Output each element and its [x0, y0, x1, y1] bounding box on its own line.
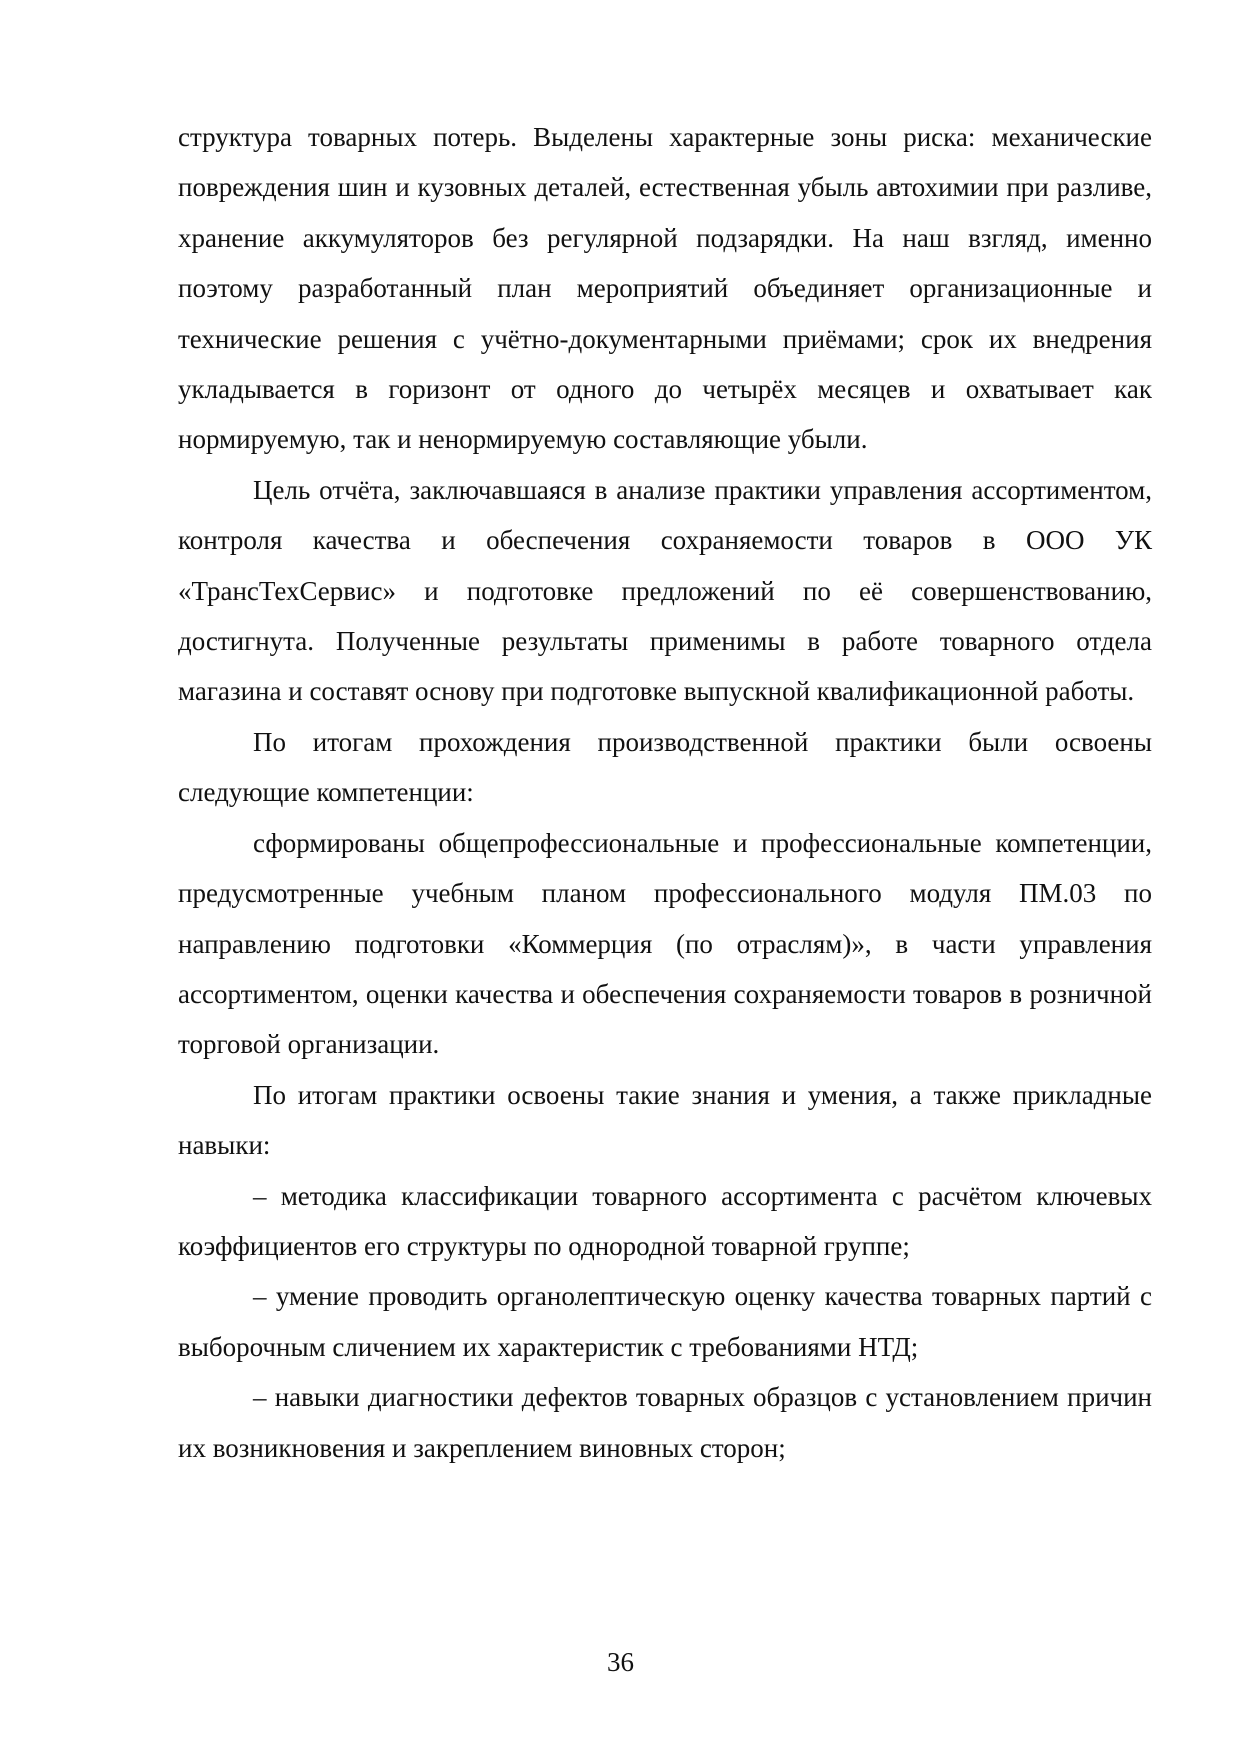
list-item-defect-diagnostics: – навыки диагностики дефектов товарных образцов с установлением причин их возникновения и закреплением виновных сторон; — [178, 1382, 1152, 1463]
paragraph-competencies-intro: По итогам прохождения производственной практики были освоены следующие компетенции: — [178, 726, 1152, 808]
paragraph-skills-intro: По итогам практики освоены такие знания и умения, а также прикладные навыки: — [178, 1079, 1152, 1161]
list-item-quality-assessment: – умение проводить органолептическую оценку качества товарных партий с выборочным сличением их характеристик с требованиями НТД; — [178, 1281, 1152, 1362]
paragraph-competencies-formed: сформированы общепрофессиональные и профессиональные компетенции, предусмотренные учебным планом профессионального модуля ПМ.03 по направлению подготовки «Коммерция (по отраслям)», в части управления ассортиментом, оценки качества и обеспечения сохраняемости товаров в розничной торговой организации. — [178, 827, 1152, 1060]
page-number: 36 — [607, 1647, 634, 1677]
body-text — [178, 112, 1152, 1473]
paragraph-losses-structure: структура товарных потерь. Выделены характерные зоны риска: механические повреждения шин и кузовных деталей, естественная убыль автохимии при разливе, хранение аккумуляторов без регулярной подзарядки. На наш взгляд, именно поэтому разработанный план мероприятий объединяет организационные и технические решения с учётно-документарными приёмами; срок их внедрения укладывается в горизонт от одного до четырёх месяцев и охватывает как нормируемую, так и ненормируемую составляющие убыли. — [178, 122, 1152, 455]
list-item-classification-method: – методика классификации товарного ассортимента с расчётом ключевых коэффициентов его структуры по однородной товарной группе; — [178, 1180, 1152, 1261]
paragraph-report-goal: Цель отчёта, заключавшаяся в анализе практики управления ассортиментом, контроля качества и обеспечения сохраняемости товаров в ООО УК «ТрансТехСервис» и подготовке предложений по её совершенствованию, достигнута. Полученные результаты применимы в работе товарного отдела магазина и составят основу при подготовке выпускной квалификационной работы. — [178, 474, 1152, 707]
